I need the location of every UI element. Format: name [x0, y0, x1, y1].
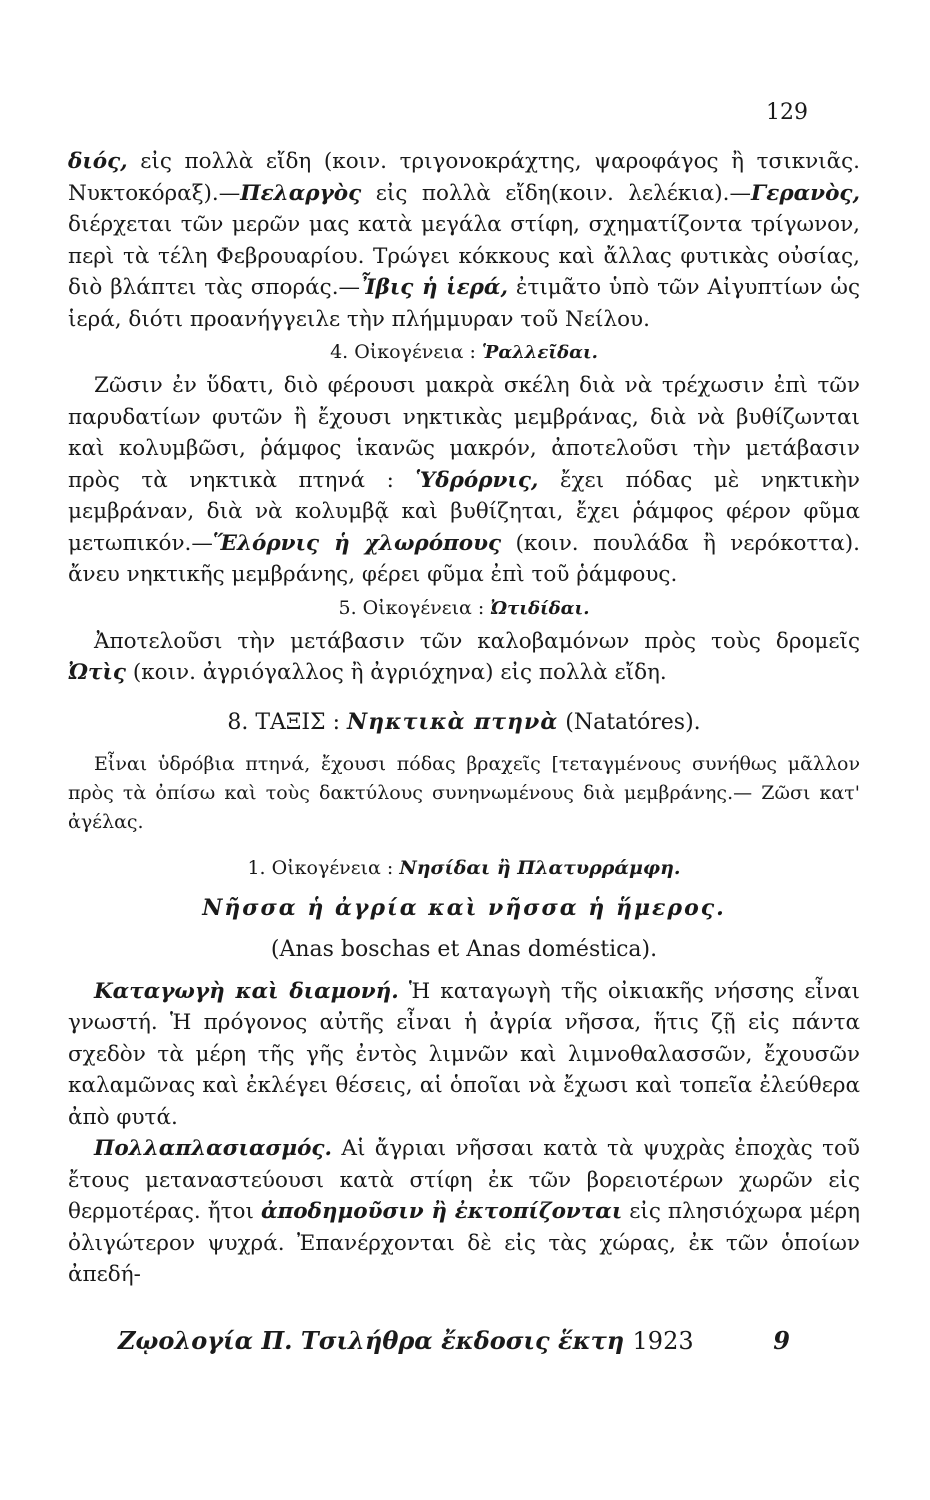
- page-number: 129: [766, 100, 808, 125]
- text: ἔχει πόδας μὲ νηκτικὴν μεμβράναν, διὰ νὰ κολυμβᾷ καὶ βυθίζηται, ἔχει ῥάμφος φέρον φῦμα μετωπικόν.—: [68, 467, 860, 556]
- text: ἐτιμᾶτο ὑπὸ τῶν Αἰγυπτίων ὡς ἱερά, διότι προανήγγειλε τὴν πλήμμυραν τοῦ Νείλου.: [68, 275, 860, 332]
- paragraph-origin: [68, 976, 860, 1134]
- page-footer: [118, 1326, 790, 1355]
- paragraph-reproduction: [68, 1133, 860, 1291]
- term-ibis: Ἶβις ἡ ἱερά,: [360, 275, 508, 300]
- order-name: Νηκτικὰ πτηνὰ: [347, 708, 559, 735]
- text: εἰς πολλὰ εἴδη(κοιν. λελέκια).—: [361, 180, 751, 206]
- text: Ἡ καταγωγὴ τῆς οἰκιακῆς νήσσης εἶναι γνωστή. Ἡ πρόγονος αὐτῆς εἶναι ἡ ἀγρία νῆσσα, ἥτις ζῇ εἰς πάντα σχεδὸν τὰ μέρη τῆς γῆς ἐντὸς λιμνῶν καὶ λιμνοθαλασσῶν, ἔχουσῶν καλαμῶνας καὶ ἐκλέγει θέσεις, αἱ ὁποῖαι νὰ ἔχωσι καὶ τοπεῖα ἐλεύθερα ἀπὸ φυτά.: [68, 978, 860, 1130]
- family-name: Ῥαλλεῖδαι.: [481, 342, 598, 363]
- family-label: 5. Οἰκογένεια :: [338, 596, 485, 619]
- family-heading-4: [68, 337, 860, 368]
- term-lead: διός,: [68, 149, 128, 174]
- family-label: 4. Οἰκογένεια :: [330, 341, 476, 363]
- term-crane: Γερανὸς,: [750, 180, 860, 206]
- footer-year: 1923: [632, 1327, 694, 1355]
- family-heading-1: [68, 857, 860, 879]
- family-name: Νησίδαι ἢ Πλατυρράμφη.: [399, 856, 681, 879]
- text: εἰς πλησιόχωρα μέρη ὀλιγώτερον ψυχρά. Ἐπανέρχονται δὲ εἰς τὰς χώρας, ἐκ τῶν ὁποίων ἀπεδή-: [68, 1199, 860, 1287]
- family-name: Ὠτιδίδαι.: [490, 597, 590, 619]
- footer-title-text: Ζῳολογία Π. Τσιλήθρα ἔκδοσις ἕκτη: [118, 1326, 625, 1355]
- term-moorhen: Ἕλόρνις ἡ χλωρόπους: [212, 530, 502, 556]
- text: (κοιν. πουλάδα ἢ νερόκοττα). ἄνευ νηκτικῆς μεμβράνης, φέρει φῦμα ἐπὶ τοῦ ῥάμφους.: [68, 530, 860, 587]
- paragraph-rails: [68, 370, 860, 591]
- family-heading-5: [68, 593, 860, 624]
- order-description: Εἶναι ὑδρόβια πτηνά, ἔχουσι πόδας βραχεῖς [τεταγμένους συνήθως μᾶλλον πρὸς τὰ ὀπίσω καὶ τοὺς δακτύλους συνηνωμένους διὰ μεμβράνης.— Ζῶσι κατ' ἀγέλας.: [68, 752, 860, 833]
- term-migrate: ἀποδημοῦσιν ἢ ἐκτοπίζονται: [260, 1199, 623, 1224]
- footer-title: [118, 1326, 694, 1355]
- order-heading: [68, 707, 860, 738]
- family-label: 1. Οἰκογένεια :: [247, 856, 394, 879]
- text: διέρχεται τῶν μερῶν μας κατὰ μεγάλα στίφη, σχηματίζοντα τρίγωνον, περὶ τὰ τέλη Φεβρουαρίου. Τρώγει κόκκους καὶ ἄλλας φυτικὰς οὐσίας, διὸ βλάπτει τὰς σποράς.—: [68, 212, 860, 300]
- order-latin: (Natatóres).: [565, 709, 701, 735]
- term-origin: Καταγωγὴ καὶ διαμονή.: [94, 978, 399, 1004]
- text: Ἀποτελοῦσι τὴν μετάβασιν τῶν καλοβαμόνων πρὸς τοὺς δρομεῖς: [94, 628, 860, 654]
- text: Αἱ ἄγριαι νῆσσαι κατὰ τὰ ψυχρὰς ἐποχὰς τοῦ ἔτους μεταναστεύουσι κατὰ στίφη ἐκ τῶν βορειοτέρων χωρῶν εἰς θερμοτέρας. ἤτοι: [68, 1136, 860, 1224]
- text: (κοιν. ἀγριόγαλλος ἢ ἀγριόχηνα) εἰς πολλὰ εἴδη.: [125, 660, 667, 685]
- footer-signature: 9: [773, 1326, 790, 1355]
- term-hydrornis: Ὑδρόρνις,: [415, 467, 539, 493]
- text: εἰς πολλὰ εἴδη (κοιν. τριγονοκράχτης, ψαροφάγος ἢ τσικνιᾶς. Νυκτοκόραξ).—: [68, 149, 860, 206]
- species-heading: Νῆσσα ἡ ἀγρία καὶ νῆσσα ἡ ἥμερος.: [202, 894, 726, 921]
- paragraph-herons: [68, 146, 860, 335]
- term-reproduction: Πολλαπλασιασμός.: [94, 1136, 333, 1161]
- term-stork: Πελαργὸς: [240, 180, 362, 206]
- species-latin: (Anas boschas et Anas doméstica).: [270, 936, 658, 962]
- term-otis: Ὠτὶς: [68, 660, 126, 685]
- order-number: 8. ΤΑΞΙΣ :: [227, 709, 341, 735]
- paragraph-bustards: [68, 626, 860, 689]
- text: Ζῶσιν ἐν ὕδατι, διὸ φέρουσι μακρὰ σκέλη διὰ νὰ τρέχωσιν ἐπὶ τῶν παρυδατίων φυτῶν ἢ ἔχουσι νηκτικὰς μεμβράνας, διὰ νὰ βυθίζωνται καὶ κολυμβῶσι, ῥάμφος ἱκανῶς μακρόν, ἀποτελοῦσι τὴν μετάβασιν πρὸς τὰ νηκτικὰ πτηνά :: [68, 373, 860, 493]
